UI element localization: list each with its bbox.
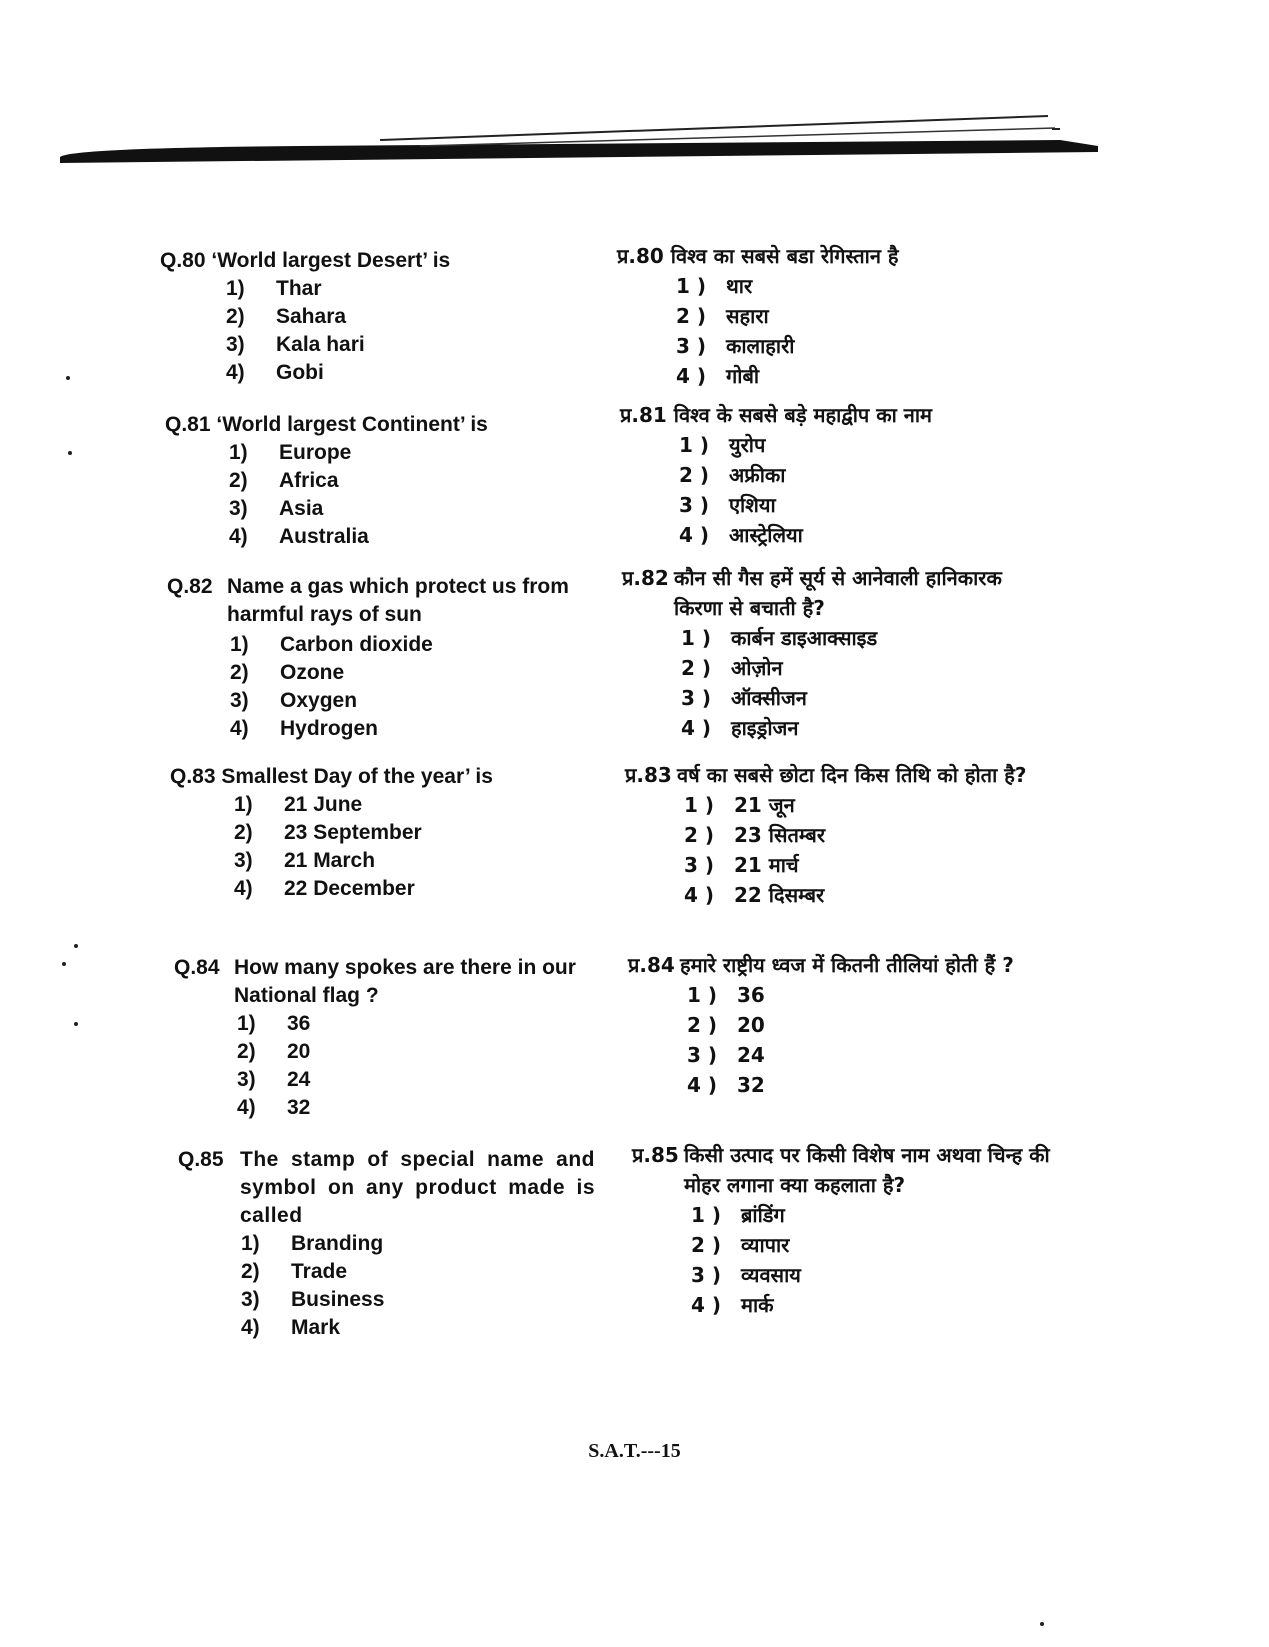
option: 2 ) 23 सितम्बर bbox=[684, 823, 825, 847]
option: 2) 20 bbox=[237, 1040, 311, 1063]
option: 1 ) 21 जून bbox=[684, 793, 795, 817]
page-footer: S.A.T.---15 bbox=[588, 1440, 681, 1462]
option: 1) Branding bbox=[241, 1232, 384, 1255]
option: 2) 23 September bbox=[234, 821, 422, 844]
question-80-hi bbox=[617, 241, 1057, 391]
option: 1 ) कार्बन डाइआक्साइड bbox=[681, 626, 878, 650]
option: 3) Asia bbox=[229, 497, 324, 520]
scan-speck bbox=[66, 376, 70, 380]
option: 2) Africa bbox=[229, 469, 339, 492]
question-text: विश्व का सबसे बडा रेगिस्तान है bbox=[670, 244, 899, 268]
option: 3 ) कालाहारी bbox=[676, 334, 795, 358]
option: 2) Trade bbox=[241, 1260, 348, 1283]
option: 1) 21 June bbox=[234, 793, 363, 816]
option: 3) Business bbox=[241, 1288, 385, 1311]
scan-speck bbox=[62, 962, 66, 966]
option: 3 ) व्यवसाय bbox=[691, 1263, 801, 1287]
question-85-hi bbox=[632, 1140, 1072, 1320]
option: 3 ) एशिया bbox=[679, 493, 776, 517]
option: 2) Ozone bbox=[230, 661, 345, 684]
question-text: हमारे राष्ट्रीय ध्वज में कितनी तीलियां होती हैं ? bbox=[680, 953, 1014, 977]
option: 4 ) 22 दिसम्बर bbox=[684, 883, 825, 907]
question-number: प्र.84 bbox=[628, 953, 675, 977]
option: 1 ) युरोप bbox=[679, 433, 766, 457]
question-text: ‘World largest Continent’ is bbox=[216, 413, 488, 436]
option: 2 ) व्यापार bbox=[691, 1233, 790, 1257]
option: 1 ) थार bbox=[676, 274, 753, 298]
option: 1 ) 36 bbox=[687, 983, 765, 1007]
option: 4) Gobi bbox=[226, 361, 324, 384]
question-text: The stamp of special name and symbol on any product made is called bbox=[240, 1148, 595, 1227]
option: 3 ) 24 bbox=[687, 1043, 765, 1067]
question-number: प्र.83 bbox=[625, 763, 672, 787]
option: 1) 36 bbox=[237, 1012, 311, 1035]
option: 1) Thar bbox=[226, 277, 322, 300]
question-number: प्र.82 bbox=[622, 566, 669, 590]
option: 4 ) मार्क bbox=[691, 1293, 774, 1317]
question-81-en bbox=[165, 411, 595, 551]
question-text: विश्व के सबसे बड़े महाद्वीप का नाम bbox=[673, 403, 932, 427]
question-82-en bbox=[167, 573, 597, 743]
option: 4) 22 December bbox=[234, 877, 415, 900]
option: 4 ) आस्ट्रेलिया bbox=[679, 523, 803, 547]
question-number: Q.81 bbox=[165, 413, 211, 436]
scan-speck bbox=[68, 451, 72, 455]
question-number: प्र.85 bbox=[632, 1143, 679, 1167]
option: 4) Mark bbox=[241, 1316, 341, 1339]
option: 2 ) सहारा bbox=[676, 304, 769, 328]
option: 3) Oxygen bbox=[230, 689, 358, 712]
question-number: Q.84 bbox=[174, 956, 220, 979]
option: 4 ) गोबी bbox=[676, 364, 760, 388]
question-text: How many spokes are there in our National flag ? bbox=[234, 956, 576, 1007]
option: 4 ) 32 bbox=[687, 1073, 765, 1097]
option: 3) 21 March bbox=[234, 849, 376, 872]
option: 4) 32 bbox=[237, 1096, 311, 1119]
option: 3) Kala hari bbox=[226, 333, 365, 356]
question-text: Name a gas which protect us from harmful rays of sun bbox=[227, 575, 569, 626]
question-number: Q.85 bbox=[178, 1148, 224, 1171]
option: 1) Carbon dioxide bbox=[230, 633, 433, 656]
question-84-hi bbox=[628, 950, 1068, 1100]
question-number: प्र.81 bbox=[620, 403, 667, 427]
question-text: किसी उत्पाद पर किसी विशेष नाम अथवा चिन्ह की मोहर लगाना क्या कहलाता है? bbox=[684, 1143, 1050, 1197]
header-rule bbox=[0, 0, 1269, 200]
scan-speck bbox=[74, 944, 78, 948]
option: 4 ) हाइड्रोजन bbox=[681, 716, 799, 740]
question-text: ‘World largest Desert’ is bbox=[211, 249, 451, 272]
option: 2 ) ओज़ोन bbox=[681, 656, 783, 680]
question-text: कौन सी गैस हमें सूर्य से आनेवाली हानिकारक किरणा से बचाती है? bbox=[674, 566, 1002, 620]
question-number: प्र.80 bbox=[617, 244, 664, 268]
question-81-hi bbox=[620, 400, 1060, 550]
question-83-en bbox=[170, 763, 600, 903]
question-84-en bbox=[174, 954, 604, 1122]
option: 3 ) ऑक्सीजन bbox=[681, 686, 807, 710]
scan-speck bbox=[74, 1022, 78, 1026]
option: 4) Hydrogen bbox=[230, 717, 379, 740]
question-82-hi bbox=[622, 563, 1062, 743]
question-83-hi bbox=[625, 760, 1065, 910]
option: 2 ) अफ्रीका bbox=[679, 463, 786, 487]
option: 1) Europe bbox=[229, 441, 352, 464]
question-number: Q.82 bbox=[167, 575, 213, 598]
question-text: Smallest Day of the year’ is bbox=[221, 765, 493, 788]
question-80-en bbox=[160, 247, 590, 387]
question-85-en bbox=[178, 1146, 608, 1342]
option: 3 ) 21 मार्च bbox=[684, 853, 799, 877]
scan-speck bbox=[1040, 1622, 1044, 1626]
option: 2 ) 20 bbox=[687, 1013, 765, 1037]
question-number: Q.80 bbox=[160, 249, 206, 272]
option: 2) Sahara bbox=[226, 305, 347, 328]
question-text: वर्ष का सबसे छोटा दिन किस तिथि को होता है? bbox=[677, 763, 1027, 787]
option: 1 ) ब्रांडिंग bbox=[691, 1203, 785, 1227]
option: 4) Australia bbox=[229, 525, 369, 548]
question-number: Q.83 bbox=[170, 765, 216, 788]
option: 3) 24 bbox=[237, 1068, 311, 1091]
